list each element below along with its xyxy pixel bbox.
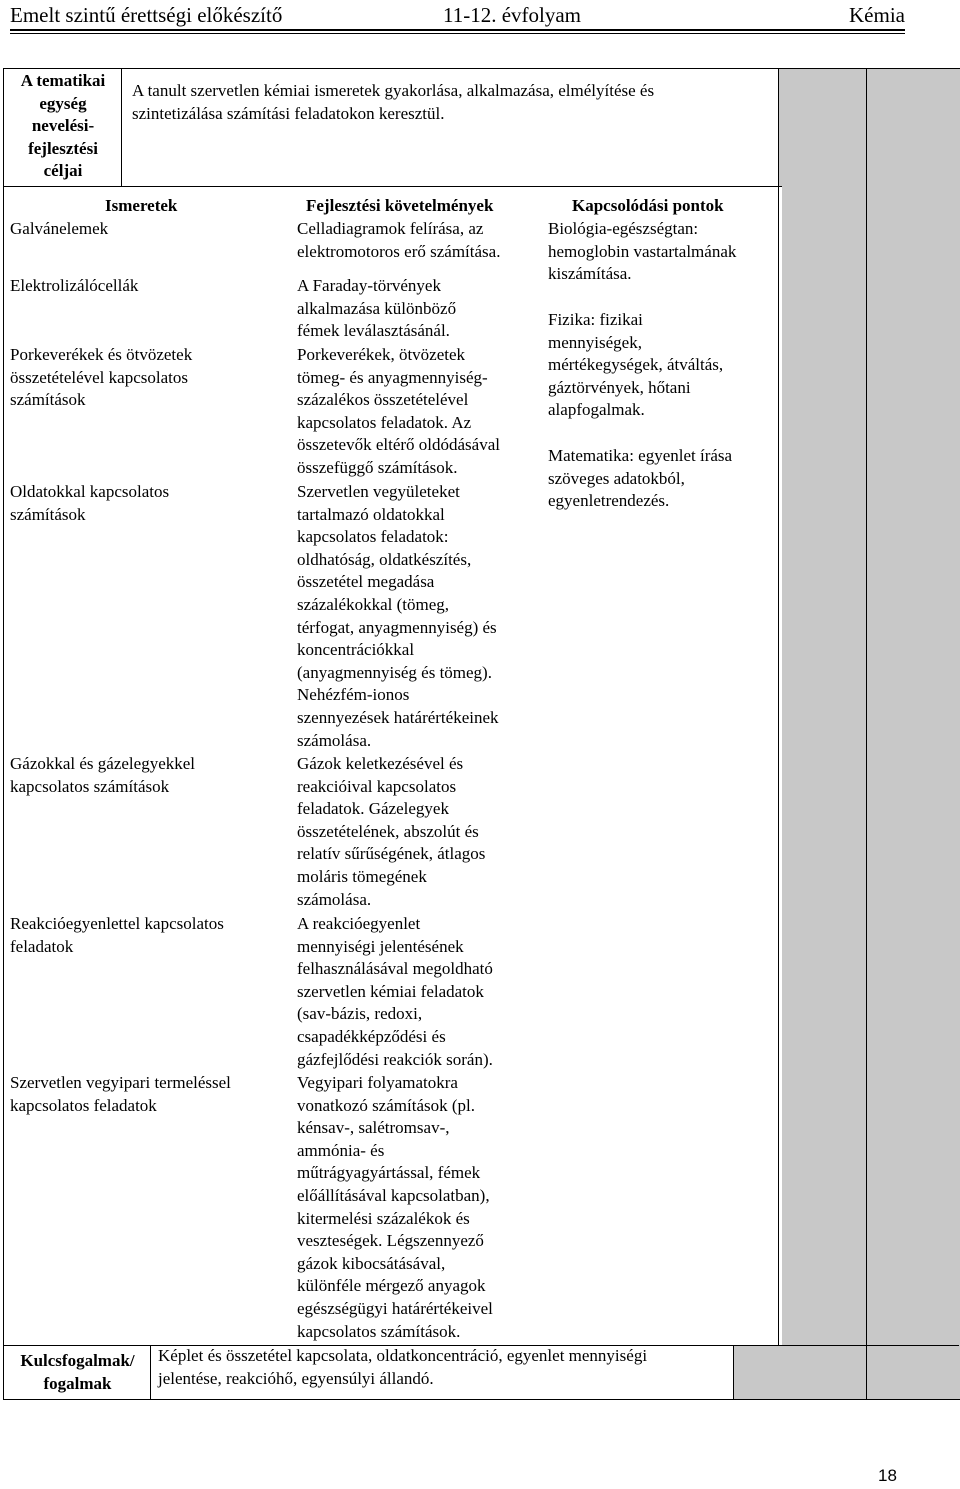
- text-line: fogalmak: [43, 1373, 112, 1393]
- text-line: összefüggő számítások.: [297, 457, 458, 477]
- text-line: Gázokkal és gázelegyekkel: [10, 754, 196, 773]
- topic-gazok: [10, 753, 195, 798]
- text-line: kapcsolatos számítások.: [297, 1321, 461, 1341]
- shaded-cell-bottom: [733, 1345, 782, 1399]
- header-title: Emelt szintű érettségi előkészítő: [10, 3, 283, 27]
- text-line: céljai: [43, 161, 83, 181]
- topic-galvanelemek: [10, 218, 108, 241]
- text-line: alkalmazása különböző: [297, 298, 457, 318]
- text-line: A tanult szervetlen kémiai ismeretek gyakorlása, alkalmazása, elmélyítése és: [132, 81, 655, 100]
- text-line: kitermelési százalékok és: [297, 1208, 470, 1228]
- topic-porkeverekek: [10, 344, 192, 412]
- text-line: elektromotoros erő számítása.: [297, 241, 501, 261]
- text-line: egyenletrendezés.: [548, 491, 670, 511]
- connection-fizika: [548, 309, 723, 422]
- text-line: kapcsolatos feladatok. Az: [297, 412, 472, 432]
- connection-biologia: [548, 218, 736, 286]
- shaded-cell-right: [782, 186, 960, 1399]
- text-line: feladatok: [10, 936, 74, 956]
- text-line: Képlet és összetétel kapcsolata, oldatkoncentráció, egyenlet mennyiségi: [158, 1346, 648, 1365]
- grid-line: [4, 186, 782, 187]
- text-line: (anyagmennyiség és tömeg).: [297, 662, 492, 682]
- text-line: hemoglobin vastartalmának: [548, 241, 737, 261]
- requirement-porkeverekek: [297, 344, 500, 480]
- text-line: csapadékképződési és: [297, 1026, 446, 1046]
- requirement-galvanelemek: [297, 218, 500, 263]
- text-line: mértékegységek, átváltás,: [548, 355, 724, 375]
- text-line: Matematika: egyenlet írása: [548, 446, 733, 465]
- text-line: ammónia- és: [297, 1140, 385, 1160]
- text-line: gázok kibocsátásával,: [297, 1253, 446, 1273]
- text-line: reakcióival kapcsolatos: [297, 776, 457, 796]
- text-line: Fizika: fizikai: [548, 310, 643, 329]
- text-line: műtrágyagyártással, fémek: [297, 1163, 481, 1183]
- text-line: kapcsolatos számítások: [10, 776, 170, 796]
- text-line: A Faraday-törvények: [297, 276, 441, 295]
- text-line: összetevők eltérő oldódásával: [297, 435, 500, 455]
- shaded-cell-top: [778, 69, 960, 186]
- text-line: Kulcsfogalmak/: [20, 1351, 135, 1370]
- text-line: gázfejlődési reakciók során).: [297, 1049, 493, 1069]
- page-number: 18: [878, 1466, 897, 1485]
- text-line: Biológia-egészségtan:: [548, 219, 699, 238]
- text-line: szintetizálása számítási feladatokon keresztül.: [132, 103, 445, 123]
- text-line: A tematikai: [20, 71, 106, 90]
- text-line: Vegyipari folyamatokra: [297, 1073, 458, 1092]
- text-line: kénsav-, salétromsav-,: [297, 1118, 450, 1138]
- text-line: (sav-bázis, redoxi,: [297, 1004, 423, 1024]
- column-header-kapcsolodasi: Kapcsolódási pontok: [572, 196, 724, 215]
- text-line: Porkeverékek és ötvözetek: [10, 345, 193, 364]
- grid-line: [121, 69, 122, 186]
- text-line: szennyezések határértékeinek: [297, 707, 499, 727]
- text-line: tömeg- és anyagmennyiség-: [297, 367, 488, 387]
- text-line: százalékokkal (tömeg,: [297, 594, 449, 614]
- text-line: tartalmazó oldatokkal: [297, 504, 445, 524]
- text-line: Szervetlen vegyipari termeléssel: [10, 1073, 231, 1092]
- text-line: moláris tömegének: [297, 866, 427, 886]
- text-line: Reakcióegyenlettel kapcsolatos: [10, 914, 224, 933]
- requirement-gazok: [297, 753, 485, 911]
- text-line: Celladiagramok felírása, az: [297, 219, 484, 238]
- header-rule-thick: [10, 29, 905, 31]
- text-line: jelentése, reakcióhő, egyensúlyi állandó.: [158, 1368, 434, 1388]
- text-line: koncentrációkkal: [297, 640, 415, 660]
- requirement-vegyipar: [297, 1072, 493, 1343]
- text-line: kapcsolatos feladatok: [10, 1095, 157, 1115]
- grid-line: [778, 69, 779, 1345]
- text-line: A reakcióegyenlet: [297, 914, 421, 933]
- keywords-label: [6, 1350, 149, 1395]
- column-header-ismeretek: Ismeretek: [105, 196, 178, 215]
- text-line: különféle mérgező anyagok: [297, 1276, 486, 1296]
- text-line: számítások: [10, 504, 86, 524]
- text-line: kiszámítása.: [548, 264, 632, 284]
- text-line: Oldatokkal kapcsolatos: [10, 482, 170, 501]
- text-line: Galvánelemek: [10, 219, 109, 238]
- text-line: százalékos összetételével: [297, 390, 469, 410]
- text-line: relatív sűrűségének, átlagos: [297, 844, 486, 864]
- text-line: egység: [39, 93, 87, 113]
- topic-oldatok: [10, 481, 169, 526]
- header-subject: Kémia: [849, 3, 905, 27]
- text-line: előállításával kapcsolatban),: [297, 1185, 490, 1205]
- goals-label: [6, 70, 120, 183]
- page-header: [10, 2, 905, 28]
- text-line: szöveges adatokból,: [548, 468, 685, 488]
- text-line: összetétel megadása: [297, 572, 435, 592]
- text-line: Gázok keletkezésével és: [297, 754, 464, 773]
- text-line: összetételének, abszolút és: [297, 821, 479, 841]
- keywords-text: [158, 1345, 730, 1390]
- text-line: mennyiségi jelentésének: [297, 936, 464, 956]
- text-line: Nehézfém-ionos: [297, 685, 410, 705]
- text-line: Szervetlen vegyületeket: [297, 482, 460, 501]
- requirement-reakcioegyenlet: [297, 913, 493, 1071]
- text-line: fejlesztési: [28, 138, 98, 158]
- requirement-oldatok: [297, 481, 499, 752]
- grid-line: [150, 1345, 151, 1399]
- text-line: egészségügyi határértékeivel: [297, 1298, 493, 1318]
- connection-matematika: [548, 445, 732, 513]
- topic-reakcioegyenlet: [10, 913, 224, 958]
- text-line: kapcsolatos feladatok:: [297, 527, 449, 547]
- text-line: feladatok. Gázelegyek: [297, 799, 449, 819]
- requirement-faraday: [297, 275, 456, 343]
- text-line: mennyiségek,: [548, 332, 642, 352]
- text-line: Elektrolizálócellák: [10, 276, 139, 295]
- header-grade: 11-12. évfolyam: [443, 3, 582, 27]
- text-line: fémek leválasztásánál.: [297, 321, 450, 341]
- topic-elektrolizalocellak: [10, 275, 138, 298]
- text-line: térfogat, anyagmennyiség) és: [297, 617, 497, 637]
- text-line: alapfogalmak.: [548, 400, 645, 420]
- text-line: számolása.: [297, 889, 372, 909]
- text-line: összetételével kapcsolatos: [10, 367, 188, 387]
- text-line: nevelési-: [31, 116, 95, 136]
- grid-line: [866, 69, 867, 1399]
- shaded-cell-bottom-right: [867, 1345, 960, 1399]
- text-line: veszteségek. Légszennyező: [297, 1231, 484, 1251]
- text-line: vonatkozó számítások (pl.: [297, 1095, 475, 1115]
- header-rule-thin: [10, 33, 905, 34]
- text-line: számolása.: [297, 730, 372, 750]
- text-line: szervetlen kémiai feladatok: [297, 981, 484, 1001]
- text-line: gáztörvények, hőtani: [548, 377, 691, 397]
- column-header-fejlesztesi: Fejlesztési követelmények: [306, 196, 494, 215]
- text-line: felhasználásával megoldható: [297, 959, 493, 979]
- text-line: Porkeverékek, ötvözetek: [297, 345, 466, 364]
- topic-vegyipar: [10, 1072, 231, 1117]
- goals-text: [132, 80, 772, 125]
- grid-line: [733, 1345, 734, 1399]
- text-line: számítások: [10, 390, 86, 410]
- text-line: oldhatóság, oldatkészítés,: [297, 549, 472, 569]
